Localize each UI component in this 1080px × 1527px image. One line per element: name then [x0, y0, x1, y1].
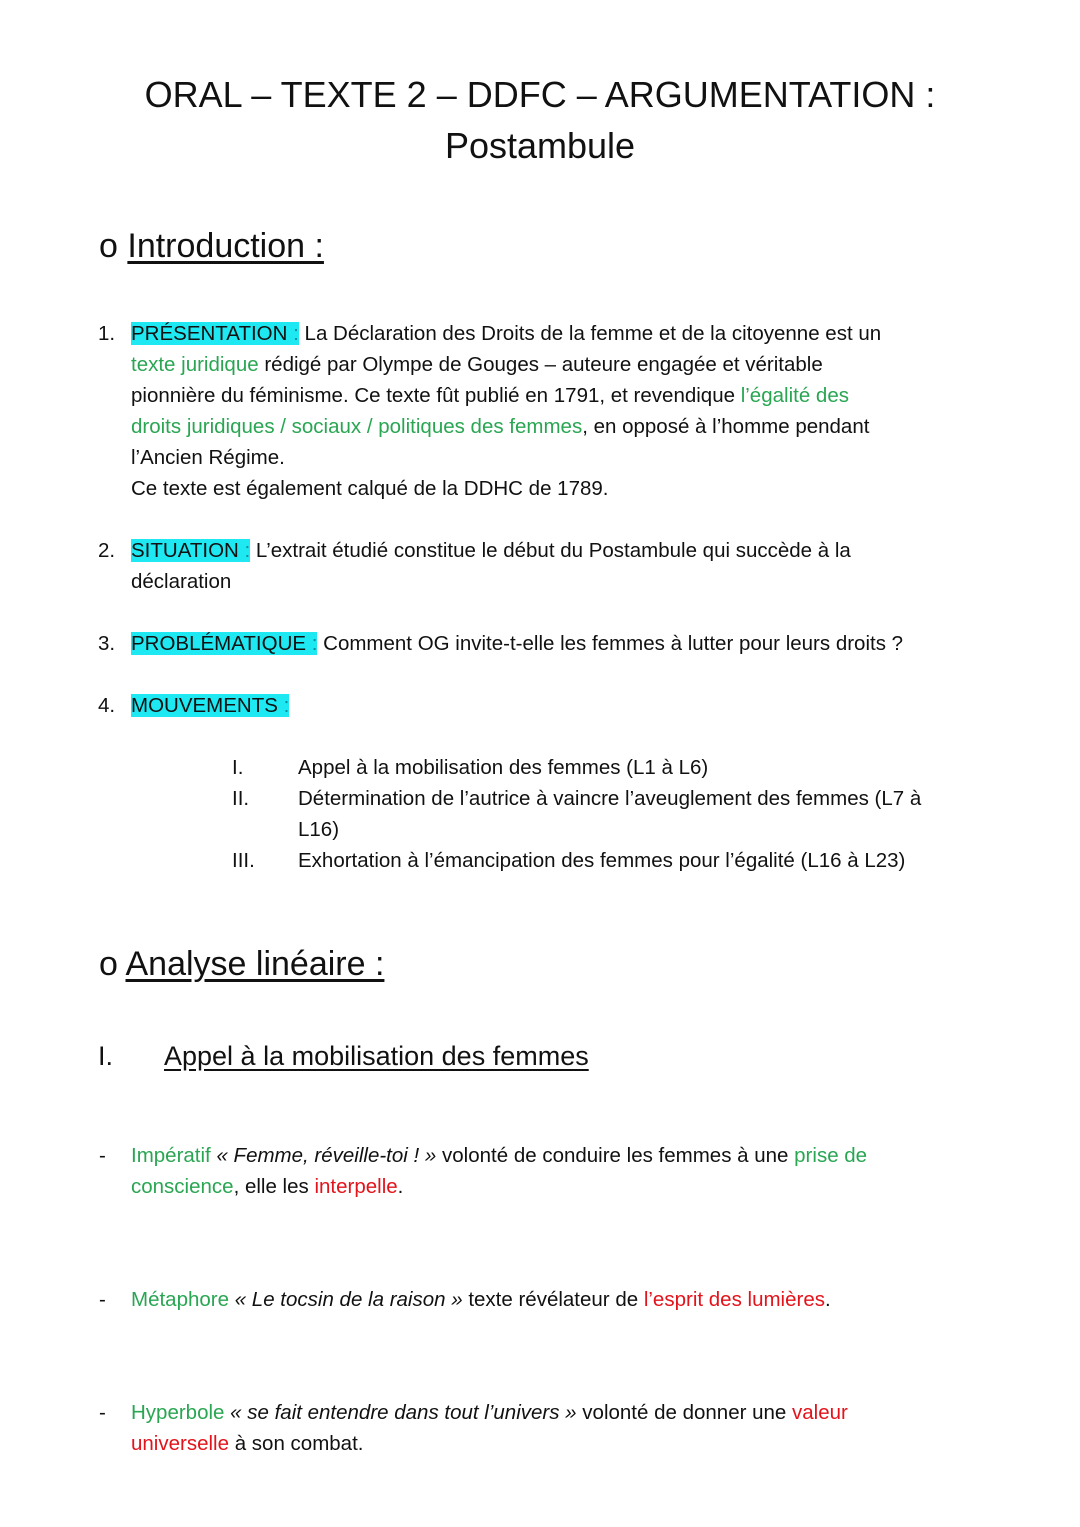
text-segment: Ce texte est également calqué de la DDHC de 1789. [131, 477, 609, 500]
green-keyword: droits juridiques / sociaux / politiques des femmes [131, 415, 583, 438]
section-label-highlight [131, 632, 317, 655]
paragraph-line [131, 692, 289, 720]
analysis-line [131, 1173, 403, 1201]
green-keyword: Hyperbole [131, 1401, 225, 1424]
paragraph-line [131, 537, 851, 565]
paragraph-line [131, 630, 903, 658]
label-text: SITUATION [131, 539, 239, 562]
text-segment: déclaration [131, 570, 232, 593]
dash-bullet: - [99, 1288, 106, 1311]
list-number: 1. [98, 322, 116, 345]
movement-text: Exhortation à l’émancipation des femmes pour l’égalité (L16 à L23) [298, 849, 906, 872]
movement-number: II. [232, 787, 250, 810]
section-heading-introduction [99, 225, 324, 267]
part-heading-1-title [164, 1039, 589, 1073]
movement-text: Appel à la mobilisation des femmes (L1 à L6) [298, 756, 709, 779]
red-keyword: valeur [792, 1401, 848, 1424]
text-segment: pionnière du féminisme. Ce texte fût publié en 1791, et revendique [131, 384, 741, 407]
part-number: I. [98, 1041, 114, 1071]
heading-text: Analyse linéaire : [125, 945, 385, 983]
green-keyword: prise de [794, 1144, 868, 1167]
paragraph-line [131, 475, 608, 503]
red-keyword: interpelle [314, 1175, 398, 1198]
text-segment: volonté de conduire les femmes à une [436, 1144, 795, 1167]
analysis-line [131, 1430, 363, 1458]
red-keyword: universelle [131, 1432, 229, 1455]
paragraph-line [131, 320, 881, 348]
text-segment: Comment OG invite-t-elle les femmes à lutter pour leurs droits ? [317, 632, 904, 655]
label-colon: : [306, 632, 318, 655]
text-segment: . [824, 1288, 831, 1311]
quote-italic: « Femme, réveille-toi ! » [210, 1144, 437, 1167]
section-heading-analysis [99, 943, 384, 985]
bullet-circle-icon: o [99, 227, 118, 265]
part-heading-1 [98, 1039, 113, 1073]
paragraph-line [131, 568, 231, 596]
green-keyword: texte juridique [131, 353, 259, 376]
dash-bullet: - [99, 1144, 106, 1167]
label-colon: : [277, 694, 290, 717]
text-segment: l’Ancien Régime. [131, 446, 285, 469]
movement-number: I. [232, 756, 244, 779]
label-text: PROBLÉMATIQUE [131, 632, 307, 655]
green-keyword: conscience [131, 1175, 234, 1198]
text-segment: volonté de donner une [576, 1401, 793, 1424]
paragraph-line [131, 444, 285, 472]
part-heading-text: Appel à la mobilisation des femmes [164, 1041, 589, 1071]
movement-text: L16) [298, 818, 340, 841]
label-text: PRÉSENTATION [131, 322, 288, 345]
analysis-line [131, 1399, 848, 1427]
green-keyword: Impératif [131, 1144, 211, 1167]
list-number: 3. [98, 632, 116, 655]
text-segment: à son combat. [229, 1432, 364, 1455]
list-number: 2. [98, 539, 116, 562]
quote-italic: « se fait entendre dans tout l’univers » [224, 1401, 577, 1424]
document-title-line2: Postambule [444, 125, 636, 166]
dash-bullet: - [99, 1401, 106, 1424]
section-label-highlight [131, 539, 250, 562]
text-segment: L’extrait étudié constitue le début du Postambule qui succède à la [250, 539, 851, 562]
red-keyword: l’esprit des lumières [643, 1288, 825, 1311]
analysis-line [131, 1142, 867, 1170]
label-colon: : [238, 539, 251, 562]
paragraph-line [131, 351, 823, 379]
text-segment: texte révélateur de [462, 1288, 644, 1311]
list-number: 4. [98, 694, 116, 717]
section-label-highlight [131, 694, 289, 717]
document-title-line1: ORAL – TEXTE 2 – DDFC – ARGUMENTATION : [144, 74, 936, 115]
movement-text: Détermination de l’autrice à vaincre l’aveuglement des femmes (L7 à [298, 787, 922, 810]
analysis-line [131, 1286, 831, 1314]
section-label-highlight [131, 322, 299, 345]
paragraph-line [131, 413, 869, 441]
heading-text: Introduction : [127, 227, 324, 265]
text-segment: , en opposé à l’homme pendant [582, 415, 870, 438]
text-segment: La Déclaration des Droits de la femme et de la citoyenne est un [298, 322, 882, 345]
label-colon: : [287, 322, 299, 345]
bullet-circle-icon: o [99, 945, 118, 983]
green-keyword: Métaphore [131, 1288, 230, 1311]
paragraph-line [131, 382, 849, 410]
green-keyword: l’égalité des [740, 384, 849, 407]
label-text: MOUVEMENTS [131, 694, 278, 717]
movement-number: III. [232, 849, 255, 872]
text-segment: rédigé par Olympe de Gouges – auteure engagée et véritable [258, 353, 823, 376]
quote-italic: « Le tocsin de la raison » [229, 1288, 463, 1311]
text-segment: , elle les [233, 1175, 315, 1198]
text-segment: . [397, 1175, 404, 1198]
